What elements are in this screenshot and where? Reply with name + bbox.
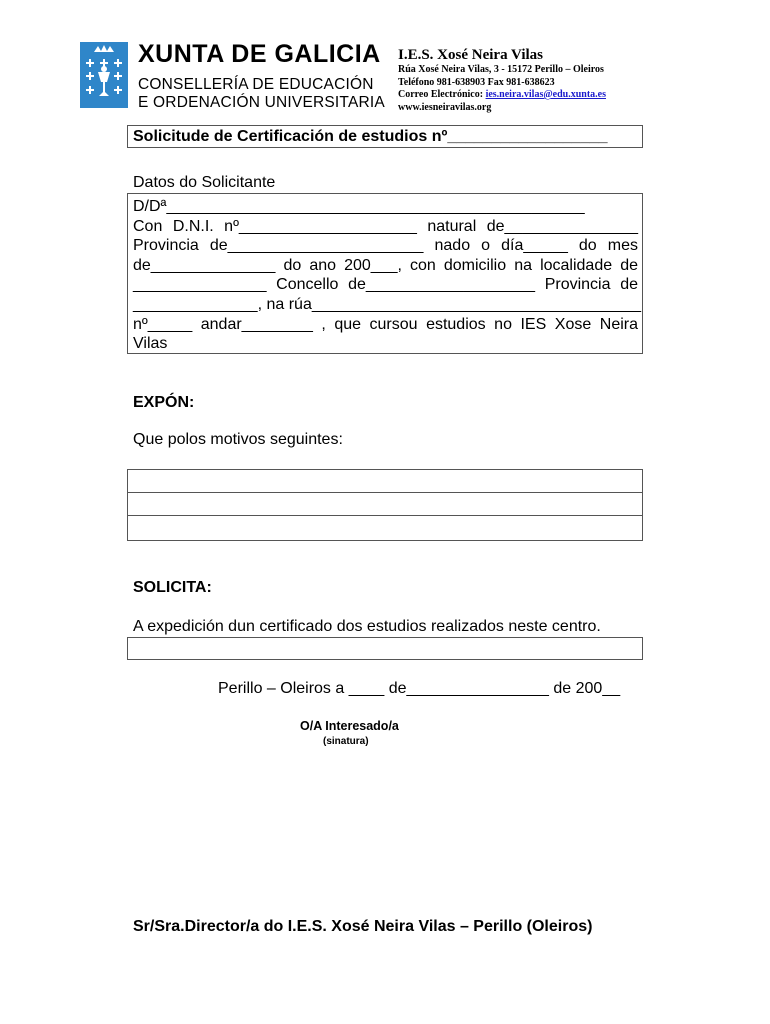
applicant-section-label: Datos do Solicitante [133,174,276,191]
email-link[interactable]: ies.neira.vilas@edu.xunta.es [485,89,606,100]
school-address: Rúa Xosé Neira Vilas, 3 - 15172 Perillo – Oleiros [398,64,604,75]
school-email-row [398,89,606,102]
applicant-line[interactable]: D/Dª_______________________________________________ [133,198,585,215]
motivos-box[interactable] [127,469,643,541]
motivos-line [127,515,643,516]
galicia-crest-icon [80,42,128,108]
signature-label: (sinatura) [323,736,369,747]
org-title: XUNTA DE GALICIA [138,40,381,68]
expon-heading: EXPÓN: [133,394,195,411]
school-website[interactable]: www.iesneiravilas.org [398,101,492,113]
signer-label: O/A Interesado/a [300,719,399,733]
solicita-heading: SOLICITA: [133,579,212,596]
org-subtitle-line-1: CONSELLERÍA DE EDUCACIÓN [138,76,374,93]
applicant-line[interactable]: Provincia de______________________ nado o día_____ do mes [133,237,638,255]
email-label: Correo Electrónico: [398,89,486,100]
motivos-line [127,492,643,493]
applicant-line[interactable]: ______________, na rúa_____________________________________ [133,295,642,313]
motivos-label: Que polos motivos seguintes: [133,431,343,448]
applicant-line[interactable]: Con D.N.I. nº____________________ natural de_______________ [133,217,638,235]
applicant-line[interactable]: _______________ Concello de___________________ Provincia de [133,276,638,294]
addressee: Sr/Sra.Director/a do I.E.S. Xosé Neira Vilas – Perillo (Oleiros) [133,918,593,935]
org-subtitle-line-2: E ORDENACIÓN UNIVERSITARIA [138,94,385,111]
applicant-line[interactable]: de______________ do ano 200___, con domicilio na localidade de [133,256,638,274]
school-info [398,46,606,114]
applicant-fields [133,197,642,354]
solicita-box[interactable] [127,637,643,660]
form-title: Solicitude de Certificación de estudios nº__________________ [133,128,608,145]
place-date-line[interactable]: Perillo – Oleiros a ____ de________________ de 200__ [218,680,621,697]
applicant-line[interactable]: nº_____ andar________ , que cursou estudios no IES Xose Neira [133,315,638,333]
school-name: I.E.S. Xosé Neira Vilas [398,47,544,63]
school-phone-fax: Teléfono 981-638903 Fax 981-638623 [398,76,555,88]
solicita-text: A expedición dun certificado dos estudios realizados neste centro. [133,618,601,635]
applicant-line: Vilas [133,335,168,353]
